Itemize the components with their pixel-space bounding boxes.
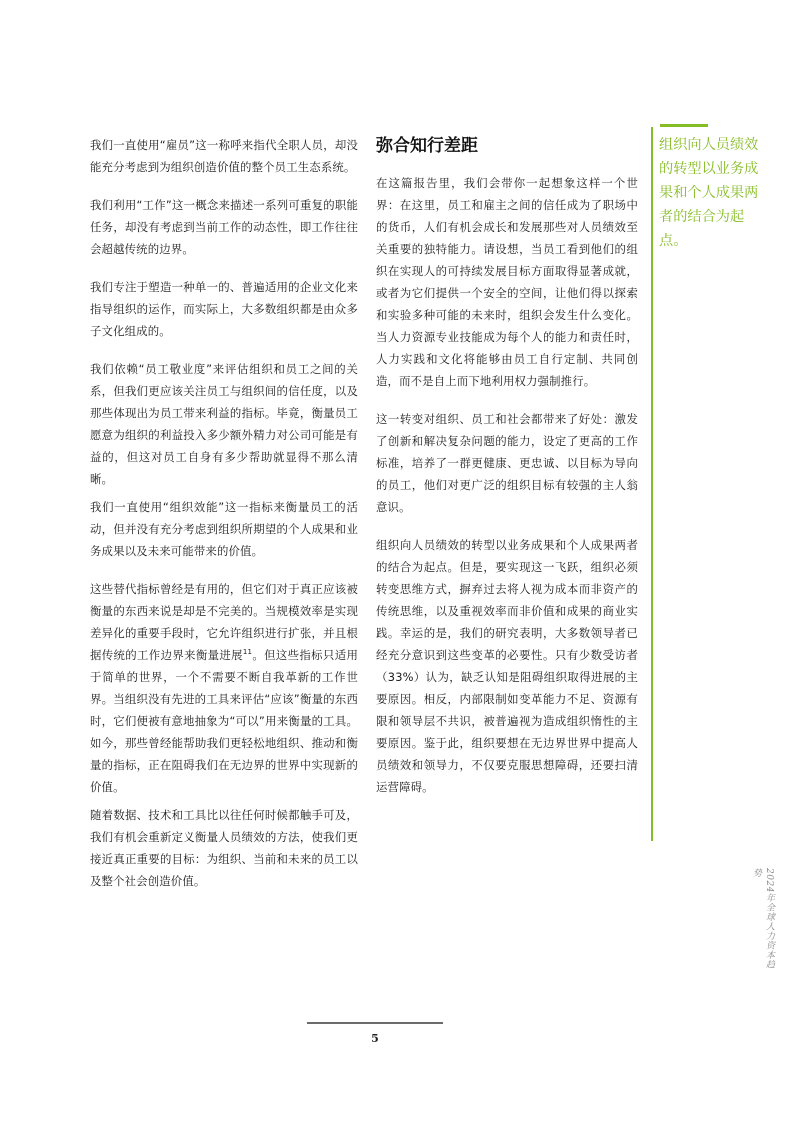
- paragraph-redefine-measurement: 随着数据、技术和工具比以往任何时候都触手可及，我们有机会重新定义衡量人员绩效的方法，使我们更接近真正重要的目标：为组织、当前和未来的员工以及整个社会创造价值。: [90, 808, 358, 888]
- paragraph-transformation: 组织向人员绩效的转型以业务成果和个人成果两者的结合为起点。但是，要实现这一飞跃，组织必须转变思维方式，摒弃过去将人视为成本而非资产的传统思维，以及重视效率而非价值和成果的商业实践。幸运的是，我们的研究表明，大多数领导者已经充分意识到这些变革的必要性。只有少数受访者（33%）认为，缺乏认知是阻碍组织取得进展的主要原因。相反，内部限制如变革能力不足、资源有限和领导层不共识，被普遍视为造成组织惰性的主要原因。鉴于此，组织要想在无边界世界中提高人员绩效和领导力，不仅要克服思想障碍，还要扫清运营障碍。: [376, 538, 638, 794]
- pull-quote-divider: [651, 127, 653, 841]
- paragraph-work: 我们利用“工作”这一概念来描述一系列可重复的职能任务，却没有考虑到当前工作的动态性，即工作往往会超越传统的边界。: [90, 198, 358, 256]
- paragraph-employee: 我们一直使用“雇员”这一称呼来指代全职人员，却没能充分考虑到为组织创造价值的整个员工生态系统。: [90, 138, 358, 174]
- paragraph-effectiveness: 我们一直使用“组织效能”这一指标来衡量员工的活动，但并没有充分考虑到组织所期望的个人成果和业务成果以及未来可能带来的价值。: [90, 500, 358, 558]
- paragraph-benefits: 这一转变对组织、员工和社会都带来了好处：激发了创新和解决复杂问题的能力，设定了更高的工作标准，培养了一群更健康、更忠诚、以目标为导向的员工，他们对更广泛的组织目标有较强的主人翁意识。: [376, 412, 638, 514]
- paragraph-imagine-world: 在这篇报告里，我们会带你一起想象这样一个世界：在这里，员工和雇主之间的信任成为了职场中的货币，人们有机会成长和发展那些对人员绩效至关重要的独特能力。请设想，当员工看到他们的组织在实现人的可持续发展目标方面取得显著成就，或者为它们提供一个安全的空间，让他们得以探索和实验多种可能的未来时，组织会发生什么变化。当人力资源专业技能成为每个人的能力和责任时，人力实践和文化将能够由员工自行定制、共同创造，而不是自上而下地利用权力强制推行。: [376, 176, 638, 388]
- footnote-reference[interactable]: 11: [242, 648, 253, 657]
- page-number: 5: [371, 1032, 379, 1045]
- proxy-metrics-text-b: 。但这些指标只适用于简单的世界，一个不需要不断自我革新的工作世界。当组织没有先进的工具来评估“应该”衡量的东西时，它们便被有意地抽象为“可以”用来衡量的工具。如今，那些曾经能帮助我们更轻松地组织、推动和衡量的指标，正在阻碍我们在无边界的世界中实现新的价值。: [90, 648, 359, 794]
- paragraph-culture: 我们专注于塑造一种单一的、普遍适用的企业文化来指导组织的运作，而实际上，大多数组织都是由众多子文化组成的。: [90, 280, 358, 338]
- section-heading: 弥合知行差距: [376, 136, 478, 156]
- paragraph-engagement: 我们依赖“员工敬业度”来评估组织和员工之间的关系，但我们更应该关注员工与组织间的信任度，以及那些体现出为员工带来利益的指标。毕竟，衡量员工愿意为组织的利益投入多少额外精力对公司可能是有益的，但这对员工自身有多少帮助就显得不那么清晰。: [90, 362, 358, 486]
- running-title: 2024年全球人力资本趋势: [751, 868, 774, 969]
- middle-column: [376, 134, 638, 814]
- proxy-metrics-text-a: 这些替代指标曾经是有用的，但它们对于真正应该被衡量的东西来说是却是不完美的。当规模效率是实现差异化的重要手段时，它允许组织进行扩张，并且根据传统的工作边界来衡量进展: [90, 582, 358, 662]
- paragraph-proxy-metrics: [90, 578, 358, 798]
- pull-quote: 组织向人员绩效的转型以业务成果和个人成果两者的结合为起点。: [659, 137, 759, 249]
- footer-divider: [307, 1022, 443, 1024]
- pull-quote-accent-bar: [660, 124, 708, 127]
- left-column: [90, 134, 358, 908]
